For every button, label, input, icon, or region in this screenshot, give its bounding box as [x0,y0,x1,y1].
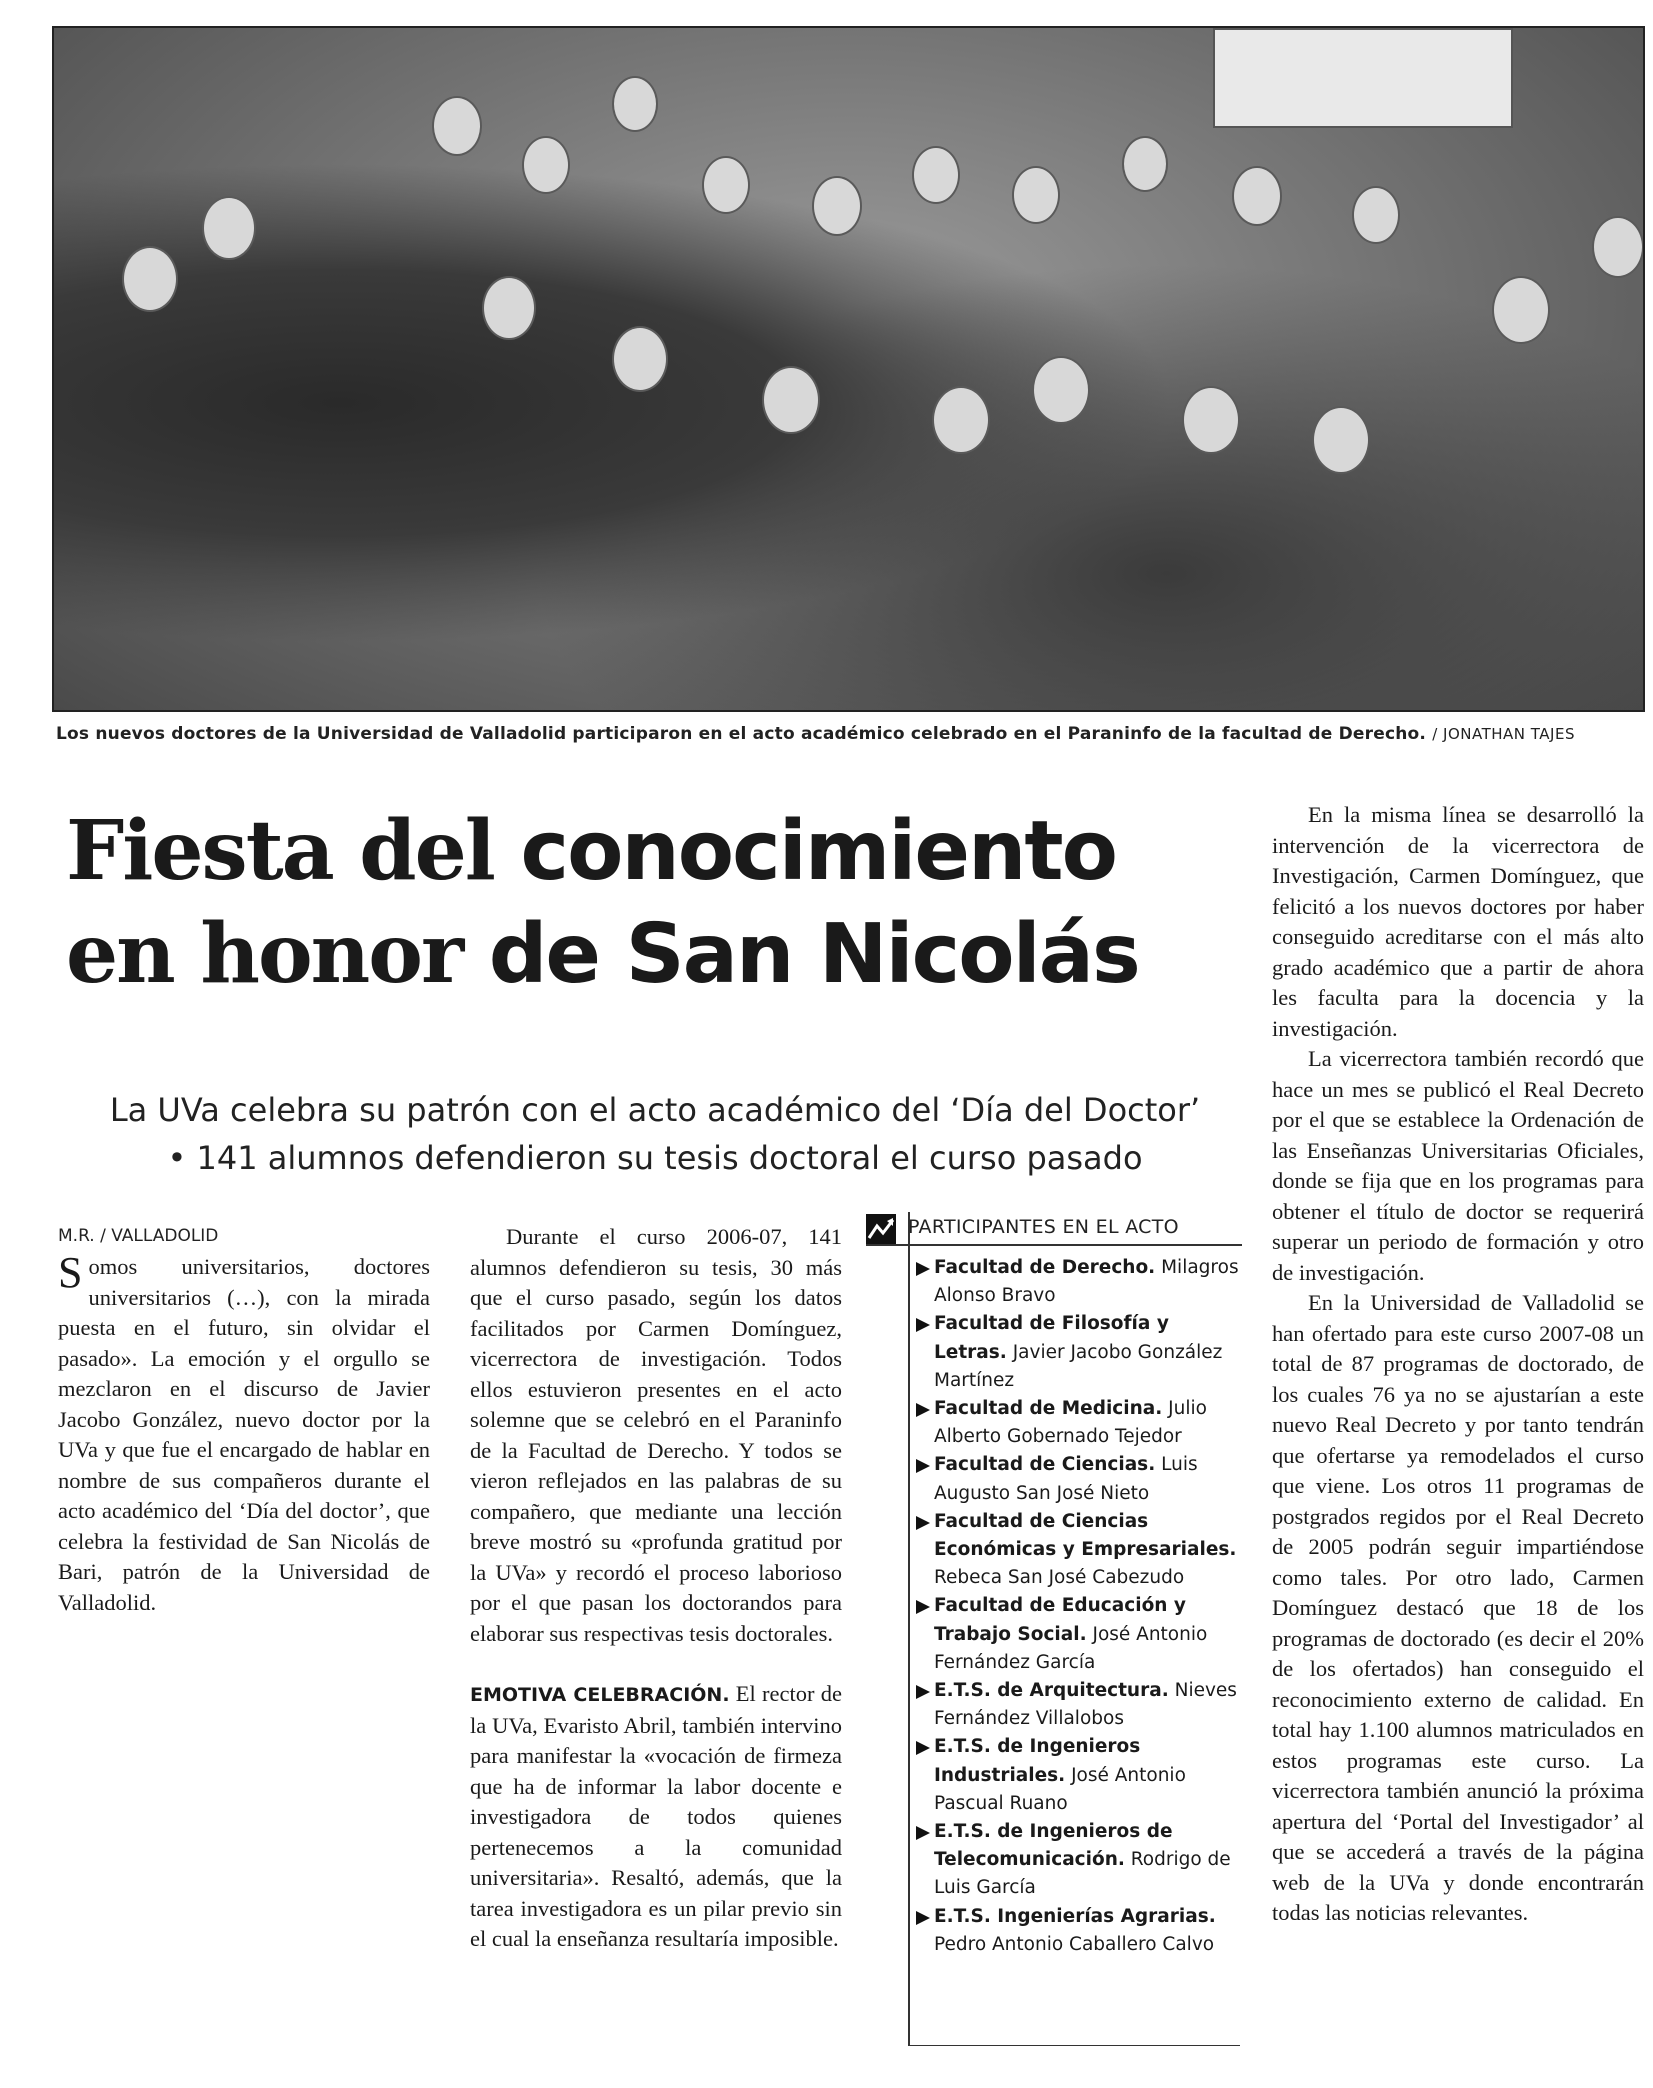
audience-figure [614,78,656,130]
faculty-name: E.T.S. de Ingenieros Industriales. [934,1736,1141,1786]
list-item [918,1508,1242,1593]
list-item [918,1677,1242,1733]
triangle-bullet-icon [916,1403,930,1417]
paragraph: La vicerrectora también recordó que hace un mes se publicó el Real Decreto por el que se establece la Ordenación de las Enseñanzas Universitarias Oficiales, donde se fija que en los programas para obtener el título de doctor se requerirá superar un periodo de formación y otro de investigación. [1272,1046,1644,1285]
audience-figure [934,388,988,452]
paragraph: Durante el curso 2006-07, 141 alumnos defendieron su tesis, 30 más que el curso pasado, según los datos facilitados por Carmen Domínguez, vicerrectora de investigación. Todos ellos estuvieron presentes en el acto solemne que se celebró en el Paraninfo de la Facultad de Derecho. Y todos se vieron reflejados en las palabras de su compañero, que mediante una lección breve mostró su «profunda gratitud por la UVa» y recordó el proceso laborioso por el que pasan los doctorandos para elaborar sus respectivas tesis doctorales. [470,1224,842,1646]
triangle-bullet-icon [916,1459,930,1473]
participant-name: José Antonio Fernández García [934,1623,1208,1673]
audience-figure [614,328,666,390]
audience-figure [204,198,254,258]
photo-caption [56,724,1646,744]
list-item [918,1395,1242,1451]
audience-figure [1034,358,1088,422]
participant-name: Nieves Fernández Villalobos [934,1680,1237,1730]
triangle-bullet-icon [916,1826,930,1840]
list-item [918,1310,1242,1395]
audience-figure [1124,138,1166,190]
audience-figure [1354,188,1398,242]
list-item [918,1733,1242,1818]
triangle-bullet-icon [916,1318,930,1332]
audience-figure [914,148,958,202]
triangle-bullet-icon [916,1262,930,1276]
triangle-bullet-icon [916,1516,930,1530]
audience-figure [124,248,176,310]
triangle-bullet-icon [916,1685,930,1699]
faculty-name: Facultad de Derecho. [934,1257,1156,1278]
faculty-name: Facultad de Ciencias. [934,1454,1156,1476]
participant-name: Javier Jacobo González Martínez [934,1341,1223,1391]
audience-figure [484,278,534,338]
list-item [918,1903,1242,1959]
faculty-name: Facultad de Educación y Trabajo Social. [934,1595,1186,1645]
audience-figure [1234,168,1280,224]
headline [66,800,1256,1006]
projection-screen [1213,28,1513,128]
subtitle-line1: La UVa celebra su patrón con el acto académico del ‘Día del Doctor’ [109,1091,1201,1129]
subtitle-line2: • 141 alumnos defendieron su tesis doctoral el curso pasado [167,1139,1143,1177]
headline-line2-bold: de San Nicolás [488,907,1139,1002]
audience-figure [704,158,748,212]
audience-figure [1594,218,1642,276]
audience-figure [1314,408,1368,472]
faculty-name: E.T.S. de Arquitectura. [934,1680,1169,1702]
participant-name: Milagros Alonso Bravo [934,1257,1239,1307]
audience-figure [1494,278,1548,342]
lead-paragraph [58,1248,430,1618]
faculty-name: Facultad de Medicina. [934,1398,1163,1420]
paragraph: En la Universidad de Valladolid se han ofertado para este curso 2007-08 un total de 87 programas de doctorado, de los cuales 76 ya no se ajustarían a este nuevo Real Decreto y por tanto tendrán que ofertarse ya remodelados el curso que viene. Los otros 11 programas de postgrados regidos por el Real Decreto de 2005 podrán seguir impartiéndose como tales. Por otro lado, Carmen Domínguez destacó que 18 de los programas de doctorado (es decir el 20% de los ofertados) han conseguido el reconocimiento externo de calidad. En total hay 1.100 alumnos matriculados en estos programas este curso. La vicerrectora también anunció la próxima apertura del ‘Portal del Investigador’ al que se accederá a través de la página web de la UVa y donde encontrarán todas las noticias relevantes. [1272,1290,1644,1925]
participant-name: Pedro Antonio Caballero Calvo [934,1933,1215,1955]
column-1 [58,1248,430,1618]
participant-name: José Antonio Pascual Ruano [934,1764,1186,1814]
audience-figure [1014,168,1058,222]
audience-figure [764,368,818,432]
triangle-bullet-icon [916,1600,930,1614]
participant-name: Luis Augusto San José Nieto [934,1454,1198,1504]
participant-name: Rodrigo de Luis García [934,1849,1231,1899]
paragraph: En la misma línea se desarrolló la intervención de la vicerrectora de Investigación, Carmen Domínguez, que felicitó a los nuevos doctores por haber conseguido acreditarse con el más alto grado académico que a partir de ahora les faculta para la docencia y la investigación. [1272,802,1644,1041]
subtitle [60,1086,1250,1182]
audience-figure [524,138,568,192]
drop-cap: S [58,1248,83,1297]
participant-name: Rebeca San José Cabezudo [934,1567,1185,1589]
faculty-name: E.T.S. de Ingenieros de Telecomunicación. [934,1821,1173,1871]
audience-figure [434,98,480,154]
headline-line1-bold: conocimiento [520,804,1116,899]
caption-text: Los nuevos doctores de la Universidad de Valladolid participaron en el acto académico celebrado en el Paraninfo de la facultad de Derecho. [56,724,1427,744]
faculty-name: E.T.S. Ingenierías Agrarias. [934,1905,1216,1927]
byline: M.R. / VALLADOLID [58,1226,219,1246]
participants-sidebar [908,1212,1240,2046]
column-4 [1272,800,1644,1929]
sidebar-title: PARTICIPANTES EN EL ACTO [908,1216,1179,1238]
list-item [918,1451,1242,1507]
headline-line2-light: en honor [66,906,489,1002]
participant-name: Julio Alberto Gobernado Tejedor [934,1398,1207,1448]
triangle-bullet-icon [916,1911,930,1925]
audience-photo [52,26,1645,712]
zigzag-arrow-icon [866,1214,896,1244]
paragraph-with-subhead [470,1679,842,1955]
list-item [918,1254,1242,1310]
participants-list [918,1254,1242,1959]
photo-credit: / JONATHAN TAJES [1432,725,1575,743]
audience-figure [1184,388,1238,452]
paragraph-text: El rector de la UVa, Evaristo Abril, también intervino para manifestar la «vocación de firmeza que ha de informar la labor docente e investigadora de todos quienes pertenecemos a la comunidad universitaria». Resaltó, además, que la tarea investigadora es un pilar previo sin el cual la enseñanza resultaría imposible. [470,1681,842,1951]
lead-text: omos universitarios, doctores universitarios (…), con la mirada puesta en el futuro, sin olvidar el pasado». La emoción y el orgullo se mezclaron en el discurso de Javier Jacobo González, nuevo doctor por la UVa y que fue el encargado de hablar en nombre de sus compañeros durante el acto académico del ‘Día del doctor’, que celebra la festividad de San Nicolás de Bari, patrón de la Universidad de Valladolid. [58,1254,430,1615]
section-subhead: EMOTIVA CELEBRACIÓN. [470,1684,730,1706]
faculty-name: Facultad de Filosofía y Letras. [934,1313,1169,1363]
audience-figure [814,178,860,234]
faculty-name: Facultad de Ciencias Económicas y Empresariales. [934,1510,1237,1561]
triangle-bullet-icon [916,1741,930,1755]
column-2 [470,1222,842,1955]
sidebar-header [866,1212,1242,1246]
headline-line1-light: Fiesta del [66,803,521,899]
list-item [918,1818,1242,1903]
list-item [918,1592,1242,1677]
